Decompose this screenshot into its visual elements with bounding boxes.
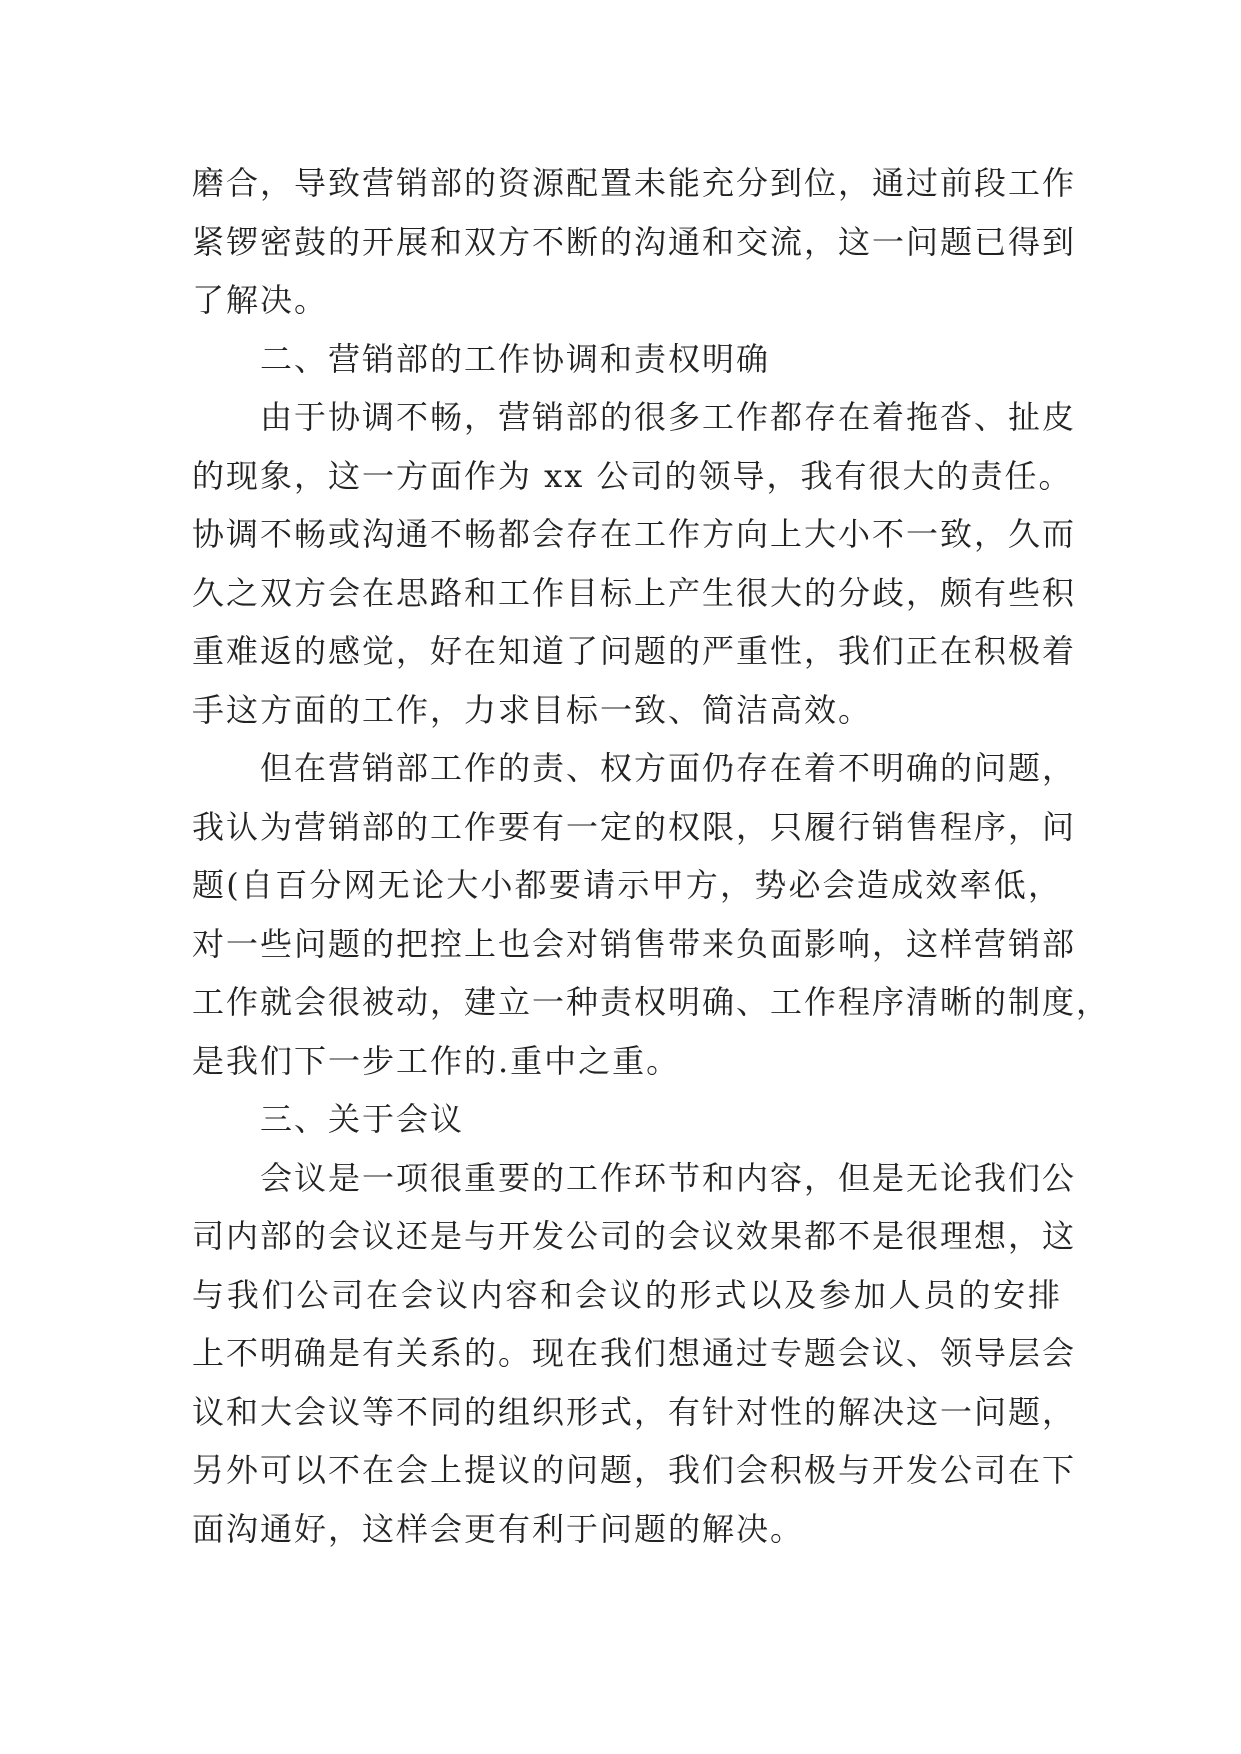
- text-line-10: 手这方面的工作，力求目标一致、简洁高效。: [192, 690, 873, 729]
- text-line-20: 与我们公司在会议内容和会议的形式以及参加人员的安排: [192, 1275, 1062, 1314]
- text-line-14: 对一些问题的把控上也会对销售带来负面影响，这样营销部: [192, 924, 1077, 963]
- text-line-3: 了解决。: [192, 281, 329, 319]
- text-line-15: 工作就会很被动，建立一种责权明确、工作程序清晰的制度，: [192, 983, 1111, 1021]
- text-line-8: 久之双方会在思路和工作目标上产生很大的分歧，颇有些积: [192, 573, 1077, 612]
- text-line-12: 我认为营销部的工作要有一定的权限，只履行销售程序，问: [192, 807, 1077, 846]
- text-line-18: 会议是一项很重要的工作环节和内容，但是无论我们公: [260, 1158, 1077, 1197]
- text-line-1: 磨合，导致营销部的资源配置未能充分到位，通过前段工作: [192, 164, 1077, 202]
- text-line-5: 由于协调不畅，营销部的很多工作都存在着拖沓、扯皮: [260, 398, 1077, 436]
- text-line-2: 紧锣密鼓的开展和双方不断的沟通和交流，这一问题已得到: [192, 222, 1077, 261]
- text-line-23: 另外可以不在会上提议的问题，我们会积极与开发公司在下: [192, 1451, 1077, 1489]
- text-line-7: 协调不畅或沟通不畅都会存在工作方向上大小不一致，久而: [192, 515, 1077, 553]
- text-line-22: 议和大会议等不同的组织形式，有针对性的解决这一问题，: [192, 1392, 1077, 1431]
- text-line-21: 上不明确是有关系的。现在我们想通过专题会议、领导层会: [192, 1334, 1077, 1372]
- section-heading-2: 二、营销部的工作协调和责权明确: [260, 339, 771, 378]
- text-line-13: 题(自百分网无论大小都要请示甲方，势必会造成效率低，: [192, 866, 1062, 904]
- text-line-19: 司内部的会议还是与开发公司的会议效果都不是很理想，这: [192, 1217, 1077, 1255]
- document-body: [192, 154, 1111, 1558]
- text-line-24: 面沟通好，这样会更有利于问题的解决。: [192, 1509, 805, 1548]
- text-line-11: 但在营销部工作的责、权方面仍存在着不明确的问题，: [260, 749, 1077, 787]
- text-line-9: 重难返的感觉，好在知道了问题的严重性，我们正在积极着: [192, 632, 1077, 670]
- text-line-6: 的现象，这一方面作为 xx 公司的领导，我有很大的责任。: [192, 456, 1073, 495]
- section-heading-3: 三、关于会议: [260, 1100, 465, 1138]
- text-line-16: 是我们下一步工作的.重中之重。: [192, 1041, 681, 1080]
